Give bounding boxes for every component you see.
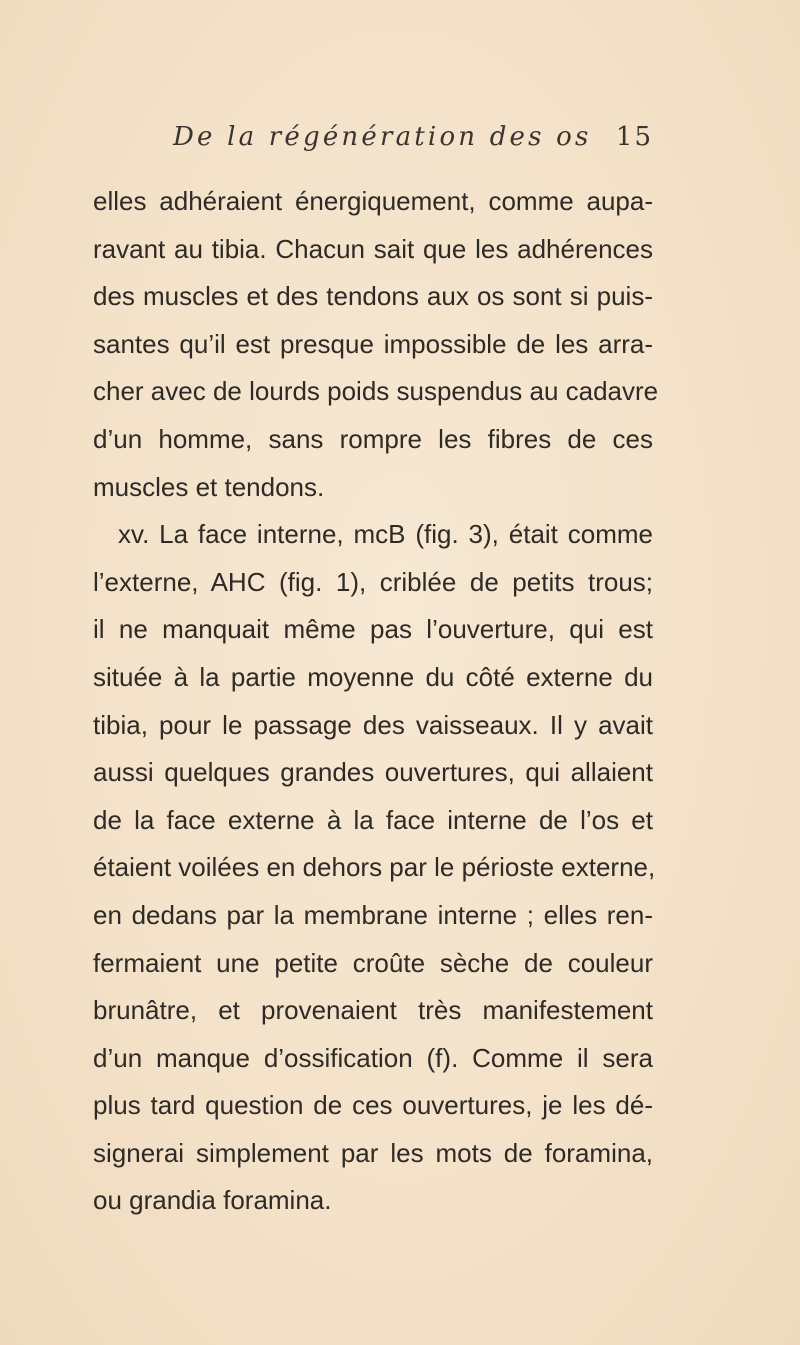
running-title: De la régénération des os xyxy=(173,122,592,152)
text-line: santes qu’il est presque impossible de les arra- xyxy=(93,328,653,359)
text-line: muscles et tendons. xyxy=(93,471,325,502)
text-line: cher avec de lourds poids suspendus au cadavre xyxy=(93,376,659,407)
text-line: brunâtre, et provenaient très manifestement xyxy=(93,995,653,1026)
text-line: l’externe, AHC (fig. 1), criblée de petits trous; xyxy=(93,566,653,597)
text-line: xv. La face interne, mcB (fig. 3), était comme xyxy=(118,519,653,550)
text-line: signerai simplement par les mots de foramina, xyxy=(93,1137,653,1168)
text-line: d’un manque d’ossification (f). Comme il sera xyxy=(93,1042,653,1073)
text-line: en dedans par la membrane interne ; elles ren- xyxy=(93,899,653,930)
text-line: des muscles et des tendons aux os sont si puis- xyxy=(93,281,653,312)
text-line: tibia, pour le passage des vaisseaux. Il y avait xyxy=(93,709,653,740)
text-line: étaient voilées en dehors par le périoste externe, xyxy=(93,852,656,883)
page-header xyxy=(173,122,653,162)
text-line: ou grandia foramina. xyxy=(93,1185,332,1216)
text-line: de la face externe à la face interne de l’os et xyxy=(93,804,653,835)
text-line: il ne manquait même pas l’ouverture, qui est xyxy=(93,614,653,645)
text-line: située à la partie moyenne du côté externe du xyxy=(93,661,653,692)
text-line: ravant au tibia. Chacun sait que les adhérences xyxy=(93,233,653,264)
text-line: plus tard question de ces ouvertures, je les dé- xyxy=(93,1090,653,1121)
page-number: 15 xyxy=(615,122,653,152)
text-line: aussi quelques grandes ouvertures, qui allaient xyxy=(93,757,653,788)
text-line: fermaient une petite croûte sèche de couleur xyxy=(93,947,653,978)
body-text xyxy=(93,178,659,1225)
text-line: d’un homme, sans rompre les fibres de ces xyxy=(93,423,653,454)
text-line: elles adhéraient énergiquement, comme aupa- xyxy=(93,186,653,216)
